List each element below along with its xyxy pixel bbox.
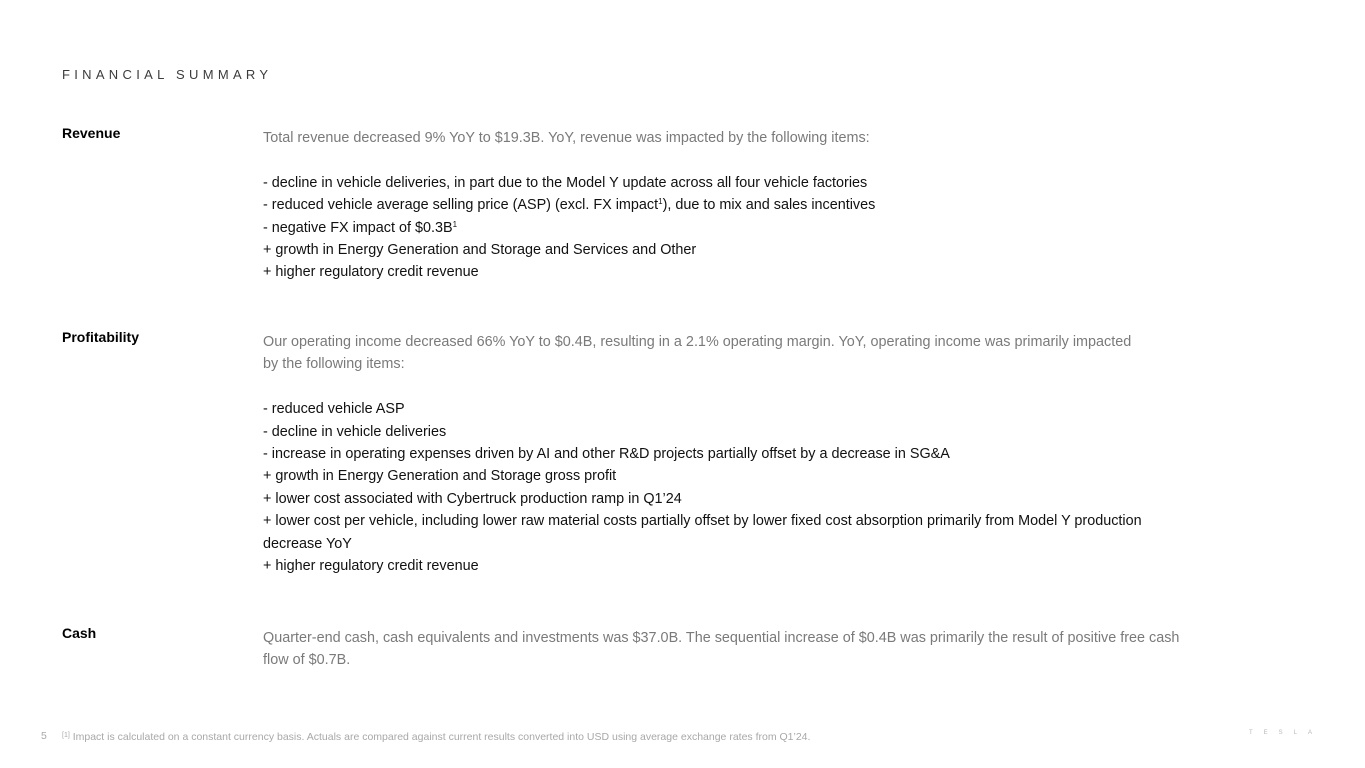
section-label-cash: Cash — [62, 625, 97, 641]
page-title: FINANCIAL SUMMARY — [62, 67, 273, 82]
list-item: + growth in Energy Generation and Storage and Services and Other — [263, 242, 697, 259]
footnote-text: Impact is calculated on a constant currency basis. Actuals are compared against current results converted into USD using average exchange rates from Q1’24. — [72, 731, 811, 743]
profitability-items — [263, 398, 1198, 577]
footnote-marker: [1] — [62, 732, 70, 739]
list-item: + higher regulatory credit revenue — [263, 264, 479, 281]
cash-body — [263, 627, 1198, 672]
footnote — [62, 731, 810, 743]
profitability-body — [263, 331, 1198, 577]
tesla-logo: TESLA — [1249, 730, 1324, 736]
list-item: - decline in vehicle deliveries — [263, 423, 447, 440]
footnote-reference: 1 — [452, 219, 458, 229]
list-item: + lower cost associated with Cybertruck production ramp in Q1’24 — [263, 490, 682, 507]
list-item: - increase in operating expenses driven by AI and other R&D projects partially offset by a decrease in SG&A — [263, 446, 950, 463]
list-item: - reduced vehicle average selling price (ASP) (excl. FX impact$^1$), due to mix and sales incentives — [263, 197, 876, 214]
list-item: - negative FX impact of $\$0.3B^1$ — [263, 219, 458, 236]
footer — [0, 730, 1365, 746]
cash-intro: Quarter-end cash, cash equivalents and investments was $37.0B. The sequential increase of $0.4B was primarily the result of positive free cash flow of $0.7B. — [263, 630, 1180, 669]
list-item: - reduced vehicle ASP — [263, 401, 405, 418]
page-number: 5 — [41, 730, 47, 742]
list-item: - decline in vehicle deliveries, in part due to the Model Y update across all four vehicle factories — [263, 174, 868, 191]
section-label-profitability: Profitability — [62, 329, 140, 345]
list-item: + growth in Energy Generation and Storage gross profit — [263, 468, 617, 485]
revenue-body — [263, 127, 1198, 284]
list-item: + lower cost per vehicle, including lower raw material costs partially offset by lower fixed cost absorption primarily from Model Y production decrease YoY — [263, 513, 1142, 552]
section-label-revenue: Revenue — [62, 125, 121, 141]
list-item: + higher regulatory credit revenue — [263, 558, 479, 575]
revenue-intro: Total revenue decreased 9% YoY to $19.3B. YoY, revenue was impacted by the following items: — [263, 130, 870, 146]
profitability-intro: Our operating income decreased 66% YoY to $0.4B, resulting in a 2.1% operating margin. YoY, operating income was primarily impacted by the following items: — [263, 334, 1132, 373]
revenue-items — [263, 172, 1198, 284]
footnote-reference: 1 — [658, 197, 663, 207]
